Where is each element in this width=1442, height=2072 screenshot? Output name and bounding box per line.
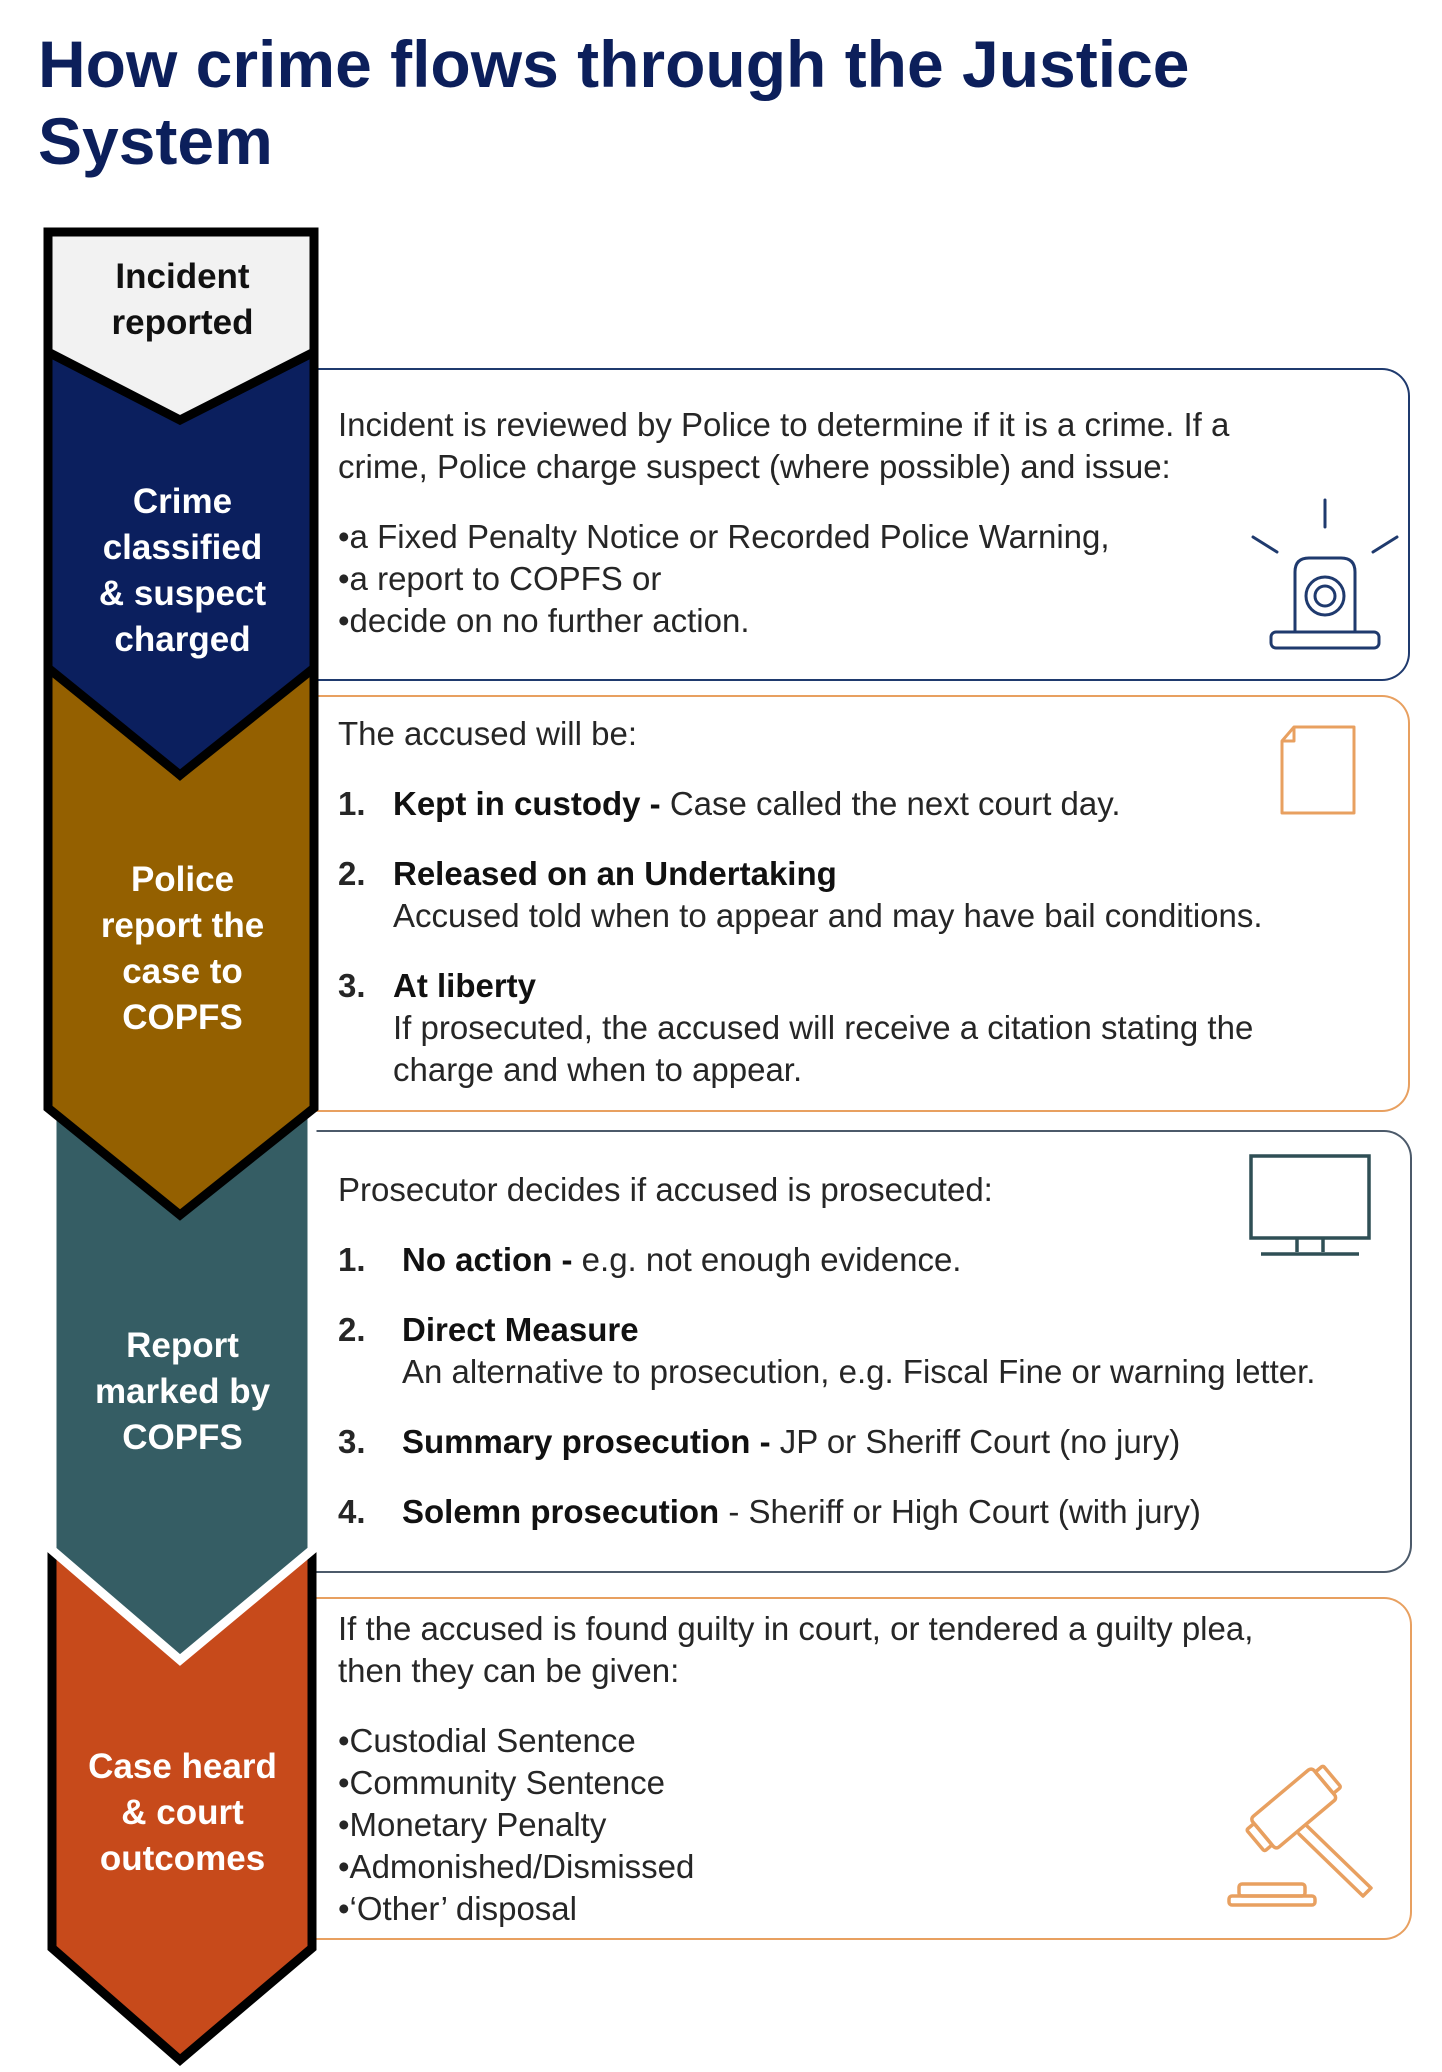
court-outcome-bullet: •Monetary Penalty [338, 1806, 607, 1843]
item-number: 2. [338, 1311, 366, 1348]
list-item [338, 783, 1378, 825]
item-desc: charge and when to appear. [393, 1051, 803, 1088]
stage-label-incident [50, 254, 315, 346]
police-review-bullet: •decide on no further action. [338, 602, 750, 639]
item-number: 1. [338, 1241, 366, 1278]
stage-label-report-marked [50, 1323, 315, 1461]
stage-label-line: Report [126, 1326, 239, 1365]
stage-label-case-heard [50, 1744, 315, 1882]
item-title: No action - [402, 1241, 582, 1278]
copfs-marking-intro: Prosecutor decides if accused is prosecuted: [338, 1171, 993, 1208]
stage-label-line: Incident [115, 257, 250, 296]
court-outcomes-intro-2: then they can be given: [338, 1652, 680, 1689]
item-number: 4. [338, 1493, 366, 1530]
item-desc: Case called the next court day. [669, 785, 1121, 822]
court-outcomes-text [338, 1608, 1338, 1930]
item-number: 3. [338, 1423, 366, 1460]
stage-label-crime-classified [50, 479, 315, 663]
court-outcomes-intro-1: If the accused is found guilty in court, or tendered a guilty plea, [338, 1610, 1254, 1647]
item-desc: If prosecuted, the accused will receive a citation stating the [393, 1009, 1254, 1046]
stage-label-line: Case heard [88, 1747, 277, 1786]
police-review-intro-2: crime, Police charge suspect (where possible) and issue: [338, 448, 1171, 485]
police-report-intro: The accused will be: [338, 715, 637, 752]
police-review-text [338, 404, 1318, 642]
gavel-icon [1225, 1748, 1385, 1908]
stage-label-line: COPFS [122, 1418, 243, 1457]
item-desc: e.g. not enough evidence. [581, 1241, 962, 1278]
item-desc: An alternative to prosecution, e.g. Fiscal Fine or warning letter. [402, 1353, 1316, 1390]
court-outcome-bullet: •‘Other’ disposal [338, 1890, 577, 1927]
document-icon [1278, 723, 1358, 817]
item-desc: Accused told when to appear and may have bail conditions. [393, 897, 1263, 934]
item-number: 2. [338, 855, 366, 892]
stage-label-police-report [50, 857, 315, 1041]
page-title-line-1: How crime flows through the Justice [38, 27, 1190, 101]
item-desc: JP or Sheriff Court (no jury) [779, 1423, 1181, 1460]
stage-label-line: COPFS [122, 998, 243, 1037]
item-title: Kept in custody - [393, 785, 670, 822]
police-review-bullet: •a report to COPFS or [338, 560, 662, 597]
stage-label-line: report the [100, 906, 265, 945]
police-review-intro-1: Incident is reviewed by Police to determine if it is a crime. If a [338, 406, 1230, 443]
computer-monitor-icon [1247, 1152, 1375, 1262]
item-number: 1. [338, 785, 366, 822]
stage-label-line: reported [111, 303, 254, 342]
stage-label-line: outcomes [99, 1839, 266, 1878]
list-item [338, 1421, 1388, 1463]
item-title: At liberty [393, 967, 537, 1004]
copfs-marking-text [338, 1169, 1388, 1533]
page-title-line-2: System [38, 104, 273, 178]
item-title: Direct Measure [402, 1311, 639, 1348]
stage-label-line: Crime [132, 482, 233, 521]
police-review-bullet: •a Fixed Penalty Notice or Recorded Police Warning, [338, 518, 1110, 555]
court-outcome-bullet: •Admonished/Dismissed [338, 1848, 695, 1885]
list-item [338, 965, 1378, 1091]
stage-label-line: charged [114, 620, 251, 659]
stage-label-line: case to [122, 952, 243, 991]
item-title: Solemn prosecution [402, 1493, 720, 1530]
list-item [338, 1239, 1388, 1281]
item-desc: - Sheriff or High Court (with jury) [719, 1493, 1201, 1530]
court-outcome-bullet: •Community Sentence [338, 1764, 666, 1801]
list-item [338, 853, 1378, 937]
court-outcome-bullet: •Custodial Sentence [338, 1722, 636, 1759]
stage-label-line: & suspect [98, 574, 267, 613]
item-number: 3. [338, 967, 366, 1004]
list-item [338, 1309, 1388, 1393]
stage-label-line: Police [130, 860, 235, 899]
stage-label-line: marked by [94, 1372, 271, 1411]
police-report-text [338, 713, 1378, 1091]
item-title: Summary prosecution - [402, 1423, 780, 1460]
item-title: Released on an Undertaking [393, 855, 837, 892]
stage-label-line: & court [121, 1793, 244, 1832]
stage-label-line: classified [102, 528, 263, 567]
list-item [338, 1491, 1388, 1533]
police-siren-icon [1245, 492, 1405, 662]
